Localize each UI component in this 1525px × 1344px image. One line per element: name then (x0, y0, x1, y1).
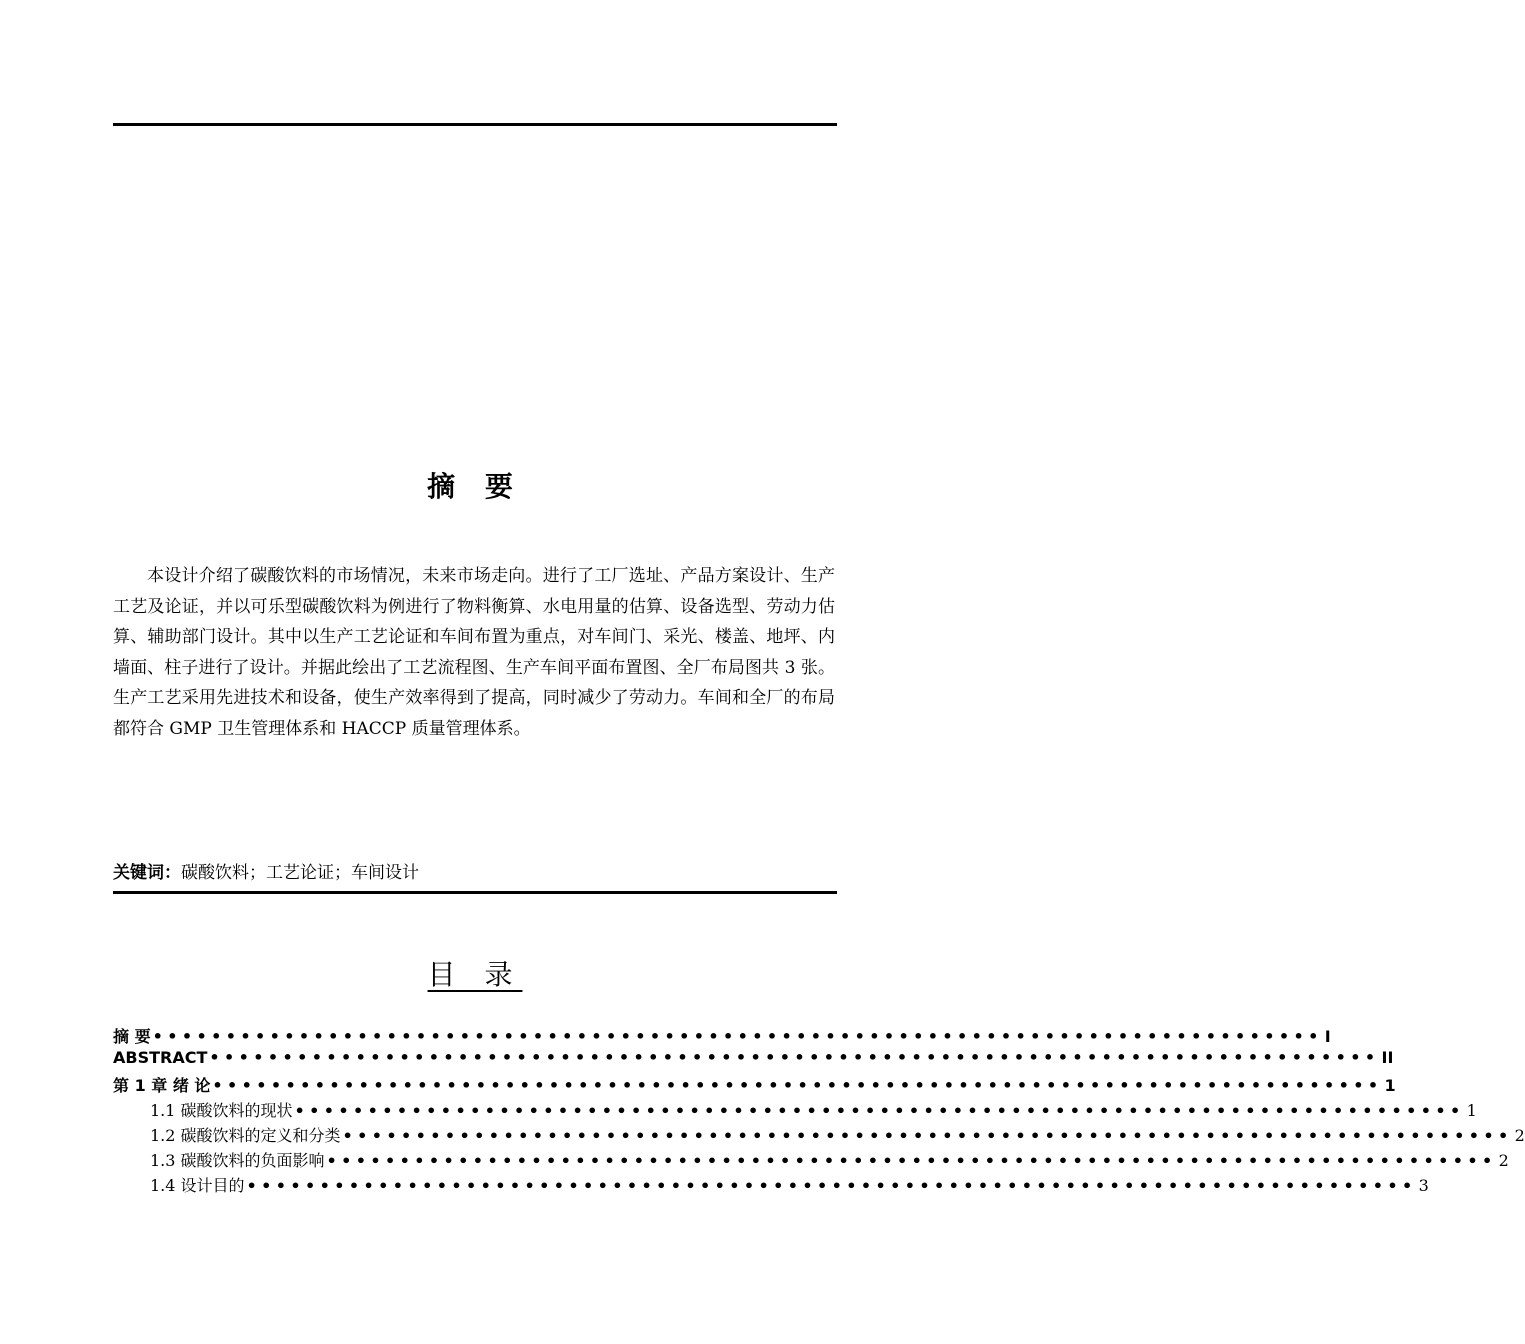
toc-leader-dots: •••••••••••••••••••••••••••••••••••••••••••••••••••••••••••••••••••••••••••••••• (152, 1027, 1323, 1046)
toc-entry-text: 1.1 碳酸饮料的现状 (150, 1101, 293, 1120)
toc-page-number: 1 (1466, 1101, 1477, 1120)
toc-leader-dots: •••••••••••••••••••••••••••••••••••••••••••••••••••••••••••••••••••••••••••••••• (209, 1048, 1380, 1067)
toc-page-number: I (1324, 1027, 1331, 1046)
toc-page-number: 1 (1384, 1076, 1396, 1095)
keywords-label: 关键词： (113, 863, 181, 883)
toc-entry-text: 1.4 设计目的 (150, 1176, 245, 1195)
toc-leader-dots: •••••••••••••••••••••••••••••••••••••••••••••••••••••••••••••••••••••••••••••••• (294, 1101, 1465, 1120)
keywords-value: 碳酸饮料；工艺论证；车间设计 (181, 863, 419, 883)
toc-entry-1-2[interactable] (150, 1123, 1525, 1145)
toc-page-number: 2 (1498, 1151, 1509, 1170)
toc-entry-text: 1.3 碳酸饮料的负面影响 (150, 1151, 325, 1170)
toc-page-number: 3 (1418, 1176, 1429, 1195)
abstract-body: 本设计介绍了碳酸饮料的市场情况，未来市场走向。进行了工厂选址、产品方案设计、生产工艺及论证，并以可乐型碳酸饮料为例进行了物料衡算、水电用量的估算、设备选型、劳动力估算、辅助部门设计。其中以生产工艺论证和车间布置为重点，对车间门、采光、楼盖、地坪、内墙面、柱子进行了设计。并据此绘出了工艺流程图、生产车间平面布置图、全厂布局图共 3 张。生产工艺采用先进技术和设备，使生产效率得到了提高，同时减少了劳动力。车间和全厂的布局都符合 GMP 卫生管理体系和 HACCP 质量管理体系。 (113, 566, 835, 739)
toc-entry-1-3[interactable] (150, 1148, 1509, 1170)
abstract-title: 摘 要 (427, 470, 523, 503)
toc-entry-abstract[interactable] (113, 1024, 1331, 1046)
toc-entry-1-1[interactable] (150, 1098, 1477, 1120)
toc-page-number: II (1381, 1048, 1394, 1067)
toc-entry-1-4[interactable] (150, 1173, 1429, 1195)
toc-title-text: 目 录 (427, 958, 523, 991)
toc-entry-english-abstract[interactable] (113, 1048, 1394, 1070)
top-rule (113, 123, 837, 126)
keywords-line (113, 858, 419, 883)
toc-entry-chapter-1[interactable] (113, 1073, 1396, 1095)
toc-page-number: 2 (1514, 1126, 1525, 1145)
toc-entry-text: 第 1 章 绪 论 (113, 1076, 211, 1095)
toc-leader-dots: •••••••••••••••••••••••••••••••••••••••••••••••••••••••••••••••••••••••••••••••• (326, 1151, 1497, 1170)
toc-title (0, 953, 950, 993)
toc-entry-text: 摘 要 (113, 1027, 151, 1046)
toc-entry-text: ABSTRACT (113, 1048, 208, 1067)
toc-entry-text: 1.2 碳酸饮料的定义和分类 (150, 1126, 341, 1145)
section-divider (113, 891, 837, 894)
toc-leader-dots: •••••••••••••••••••••••••••••••••••••••••••••••••••••••••••••••••••••••••••••••• (212, 1076, 1383, 1095)
toc-leader-dots: •••••••••••••••••••••••••••••••••••••••••••••••••••••••••••••••••••••••••••••••• (246, 1176, 1417, 1195)
toc-leader-dots: •••••••••••••••••••••••••••••••••••••••••••••••••••••••••••••••••••••••••••••••• (342, 1126, 1513, 1145)
